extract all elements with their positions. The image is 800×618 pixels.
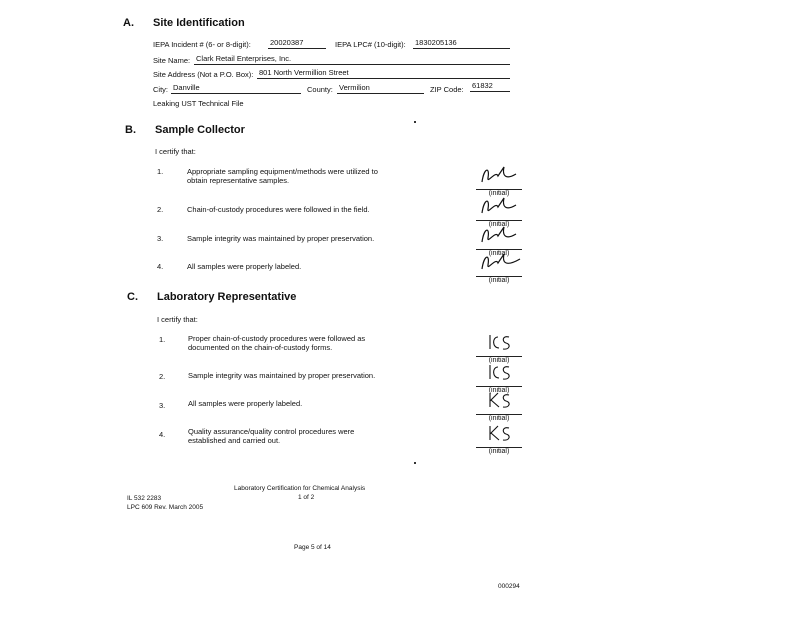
section-b-item-4-text: All samples were properly labeled. [187,262,302,271]
section-b-initial-4[interactable] [476,251,522,284]
initial-signature-icon [476,361,522,381]
section-b-certify: I certify that: [155,147,196,156]
initial-label: (initial) [488,250,510,257]
section-b-title: Sample Collector [155,124,245,136]
section-c-item-3-num: 3. [159,401,166,410]
form-rev: LPC 609 Rev. March 2005 [127,504,204,511]
section-b-item-2-text: Chain-of-custody procedures were followed in the field. [187,205,370,214]
section-c-letter: C. [127,291,138,303]
section-a-title: Site Identification [153,17,245,29]
section-c-item-1-text: Proper chain-of-custody procedures were followed as documented on the chain-of-custody forms. [188,334,366,352]
section-b-item-1-text: Appropriate sampling equipment/methods were utilized to obtain representative samples. [187,167,378,185]
initial-label: (initial) [488,448,510,455]
initial-signature-icon [476,389,522,409]
section-b-item-3-num: 3. [157,234,164,243]
section-c-item-2-text: Sample integrity was maintained by proper preservation. [188,371,376,380]
section-a-letter: A. [123,17,134,29]
section-b-item-1-num: 1. [157,167,164,176]
site-name-label: Site Name: [153,56,191,65]
incident-label: IEPA Incident # (6- or 8-digit): [153,40,251,49]
initial-signature-icon [476,224,522,244]
zip-label: ZIP Code: [430,85,464,94]
document-number: 000294 [498,583,520,590]
section-b-item-4-num: 4. [157,262,164,271]
lpc-label: IEPA LPC# (10-digit): [335,40,406,49]
scan-speck [414,462,416,464]
initial-signature-icon [476,195,522,215]
address-field[interactable]: 801 North Vermillion Street [257,68,510,79]
initial-label: (initial) [488,221,510,228]
zip-field[interactable]: 61832 [470,81,510,92]
section-c-initial-3[interactable] [476,389,522,422]
section-b-item-2-num: 2. [157,205,164,214]
initial-signature-icon [476,331,522,351]
city-label: City: [153,85,168,94]
section-c-item-3-text: All samples were properly labeled. [188,399,303,408]
section-c-certify: I certify that: [157,315,198,324]
initial-label: (initial) [488,277,510,284]
section-c-item-2-num: 2. [159,372,166,381]
file-label: Leaking UST Technical File [153,99,244,108]
section-b-letter: B. [125,124,136,136]
initial-label: (initial) [488,357,510,364]
site-name-field[interactable]: Clark Retail Enterprises, Inc. [194,54,510,65]
incident-field[interactable]: 20020387 [268,38,326,49]
section-c-item-4-num: 4. [159,430,166,439]
initial-signature-icon [476,422,522,442]
section-c-title: Laboratory Representative [157,291,297,303]
page-number: Page 5 of 14 [294,544,331,551]
address-label: Site Address (Not a P.O. Box): [153,70,254,79]
section-c-initial-1[interactable] [476,331,522,364]
city-field[interactable]: Danville [171,83,301,94]
section-b-item-3-text: Sample integrity was maintained by proper preservation. [187,234,375,243]
initial-label: (initial) [488,190,510,197]
county-field[interactable]: Vermilion [337,83,424,94]
scan-speck [414,121,416,123]
section-c-initial-4[interactable] [476,422,522,455]
lpc-field[interactable]: 1830205136 [413,38,510,49]
initial-signature-icon [476,164,522,184]
section-c-item-4-text: Quality assurance/quality control procedures were established and carried out. [188,427,355,445]
form-code: IL 532 2283 [127,495,162,502]
initial-label: (initial) [488,415,510,422]
section-c-item-1-num: 1. [159,335,166,344]
initial-label: (initial) [488,387,510,394]
section-b-initial-1[interactable] [476,164,522,197]
initial-signature-icon [476,251,522,271]
page-of: 1 of 2 [298,494,315,501]
county-label: County: [307,85,333,94]
form-title: Laboratory Certification for Chemical Analysis [234,485,366,492]
